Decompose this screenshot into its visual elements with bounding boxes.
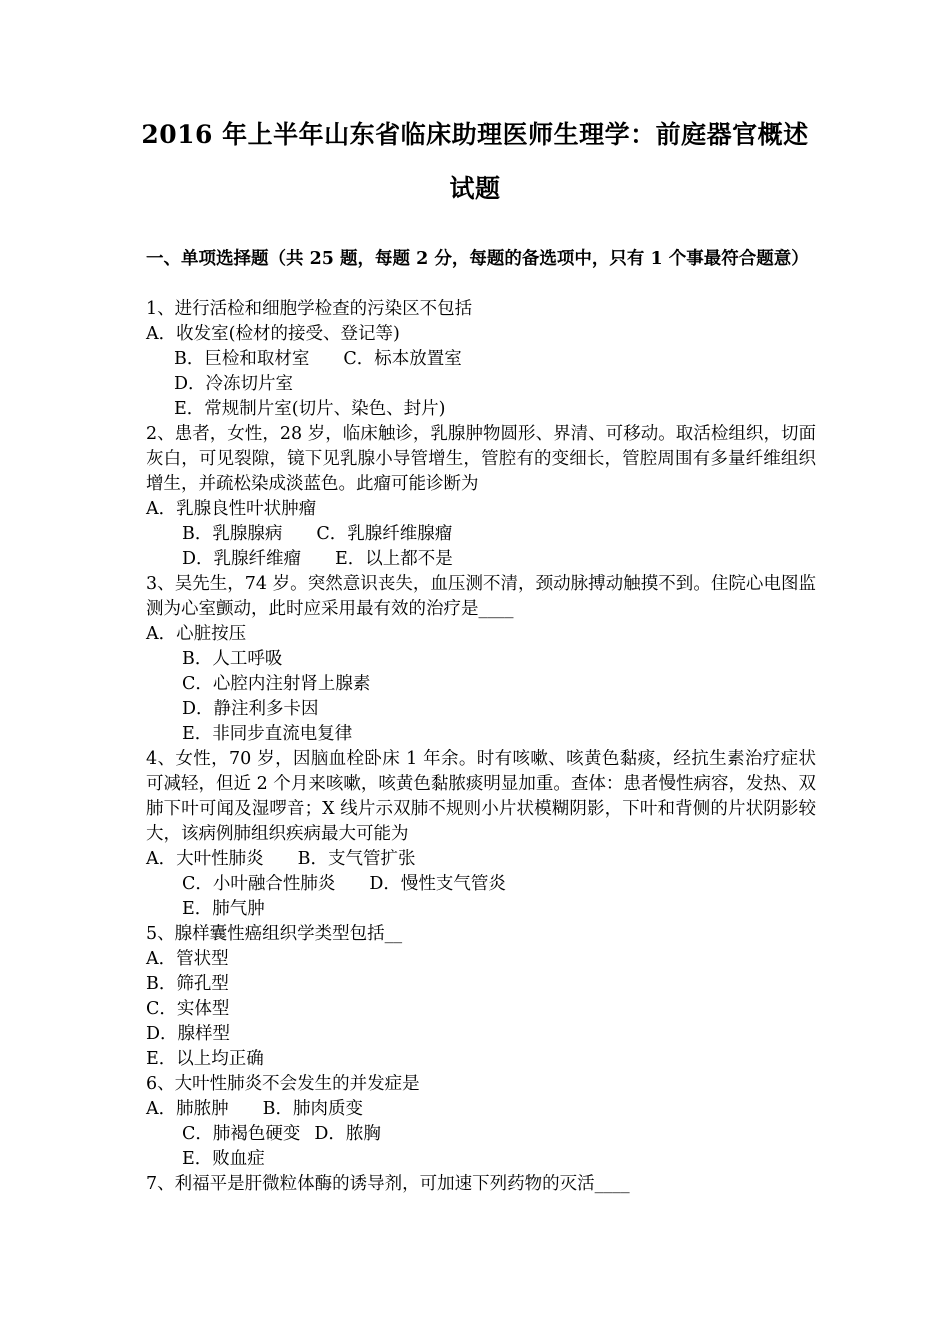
question-2-options-de <box>146 547 816 572</box>
question-1-option-c: C．标本放置室 <box>343 349 462 369</box>
question-2-option-d: D．乳腺纤维瘤 <box>182 549 302 569</box>
question-5-option-c: C．实体型 <box>146 999 230 1019</box>
question-3-option-e: E．非同步直流电复律 <box>182 724 353 744</box>
question-2-stem: 2、患者，女性，28 岁，临床触诊，乳腺肿物圆形、界清、可移动。取活检组织，切面灰白，可见裂隙，镜下见乳腺小导管增生，管腔有的变细长，管腔周围有多量纤维组织增生，并疏松染成淡蓝色。此瘤可能诊断为 <box>146 424 816 494</box>
question-3-option-a: A．心脏按压 <box>146 624 247 644</box>
question-2-option-b: B．乳腺腺病 <box>182 524 283 544</box>
question-4-option-b: B．支气管扩张 <box>297 849 416 869</box>
document-title-line-1: 2016 年上半年山东省临床助理医师生理学：前庭器官概述 <box>141 120 809 149</box>
question-3-option-c: C．心腔内注射肾上腺素 <box>182 674 371 694</box>
question-6-options-cd <box>146 1122 816 1147</box>
question-4-options-cd <box>146 872 816 897</box>
question-1-option-d: D．冷冻切片室 <box>174 374 294 394</box>
question-6-option-d: D．脓胸 <box>314 1124 381 1144</box>
question-7-stem: 7、利福平是肝微粒体酶的诱导剂，可加速下列药物的灭活____ <box>146 1174 630 1194</box>
question-2-option-a: A．乳腺良性叶状肿瘤 <box>146 499 317 519</box>
question-3-option-d: D．静注利多卡因 <box>182 699 319 719</box>
question-2-option-c: C．乳腺纤维腺瘤 <box>316 524 453 544</box>
question-1-stem: 1、进行活检和细胞学检查的污染区不包括 <box>146 299 473 319</box>
question-4-option-e: E．肺气肿 <box>182 899 265 919</box>
question-6-stem: 6、大叶性肺炎不会发生的并发症是 <box>146 1074 420 1094</box>
question-5-option-b: B．筛孔型 <box>146 974 229 994</box>
question-5-option-d: D．腺样型 <box>146 1024 231 1044</box>
question-6-option-b: B．肺肉质变 <box>262 1099 364 1119</box>
document-title-line-2: 试题 <box>449 174 501 203</box>
question-6-option-e: E．败血症 <box>182 1149 265 1169</box>
question-2-option-e: E．以上都不是 <box>335 549 453 569</box>
question-6-option-a: A．肺脓肿 <box>146 1099 229 1119</box>
question-1-option-a: A．收发室(检材的接受、登记等) <box>146 324 400 344</box>
question-1-option-b: B．巨检和取材室 <box>174 349 310 369</box>
question-4-options-ab <box>146 847 816 872</box>
question-6-options-ab <box>146 1097 816 1122</box>
question-4-stem: 4、女性，70 岁，因脑血栓卧床 1 年余。时有咳嗽、咳黄色黏痰，经抗生素治疗症状可减轻，但近 2 个月来咳嗽，咳黄色黏脓痰明显加重。查体：患者慢性病容，发热、双肺下叶可闻及湿啰音；X 线片示双肺不规则小片状模糊阴影，下叶和背侧的片状阴影较大，该病例肺组织疾病最大可能为 <box>146 749 816 844</box>
question-list <box>146 297 816 1197</box>
question-3-stem: 3、吴先生，74 岁。突然意识丧失，血压测不清，颈动脉搏动触摸不到。住院心电图监测为心室颤动，此时应采用最有效的治疗是____ <box>146 574 816 619</box>
question-5-option-a: A．管状型 <box>146 949 229 969</box>
question-1-options-bc <box>146 347 816 372</box>
section-heading: 一、单项选择题（共 25 题，每题 2 分，每题的备选项中，只有 1 个事最符合题意） <box>146 249 809 269</box>
question-4-option-c: C．小叶融合性肺炎 <box>182 874 336 894</box>
question-5-option-e: E．以上均正确 <box>146 1049 264 1069</box>
question-4-option-d: D．慢性支气管炎 <box>369 874 506 894</box>
question-5-stem: 5、腺样囊性癌组织学类型包括__ <box>146 924 403 944</box>
question-3-option-b: B．人工呼吸 <box>182 649 283 669</box>
question-4-option-a: A．大叶性肺炎 <box>146 849 264 869</box>
question-1-option-e: E．常规制片室(切片、染色、封片) <box>174 399 446 419</box>
question-2-options-bc <box>146 522 816 547</box>
question-6-option-c: C．肺褐色硬变 <box>182 1124 301 1144</box>
